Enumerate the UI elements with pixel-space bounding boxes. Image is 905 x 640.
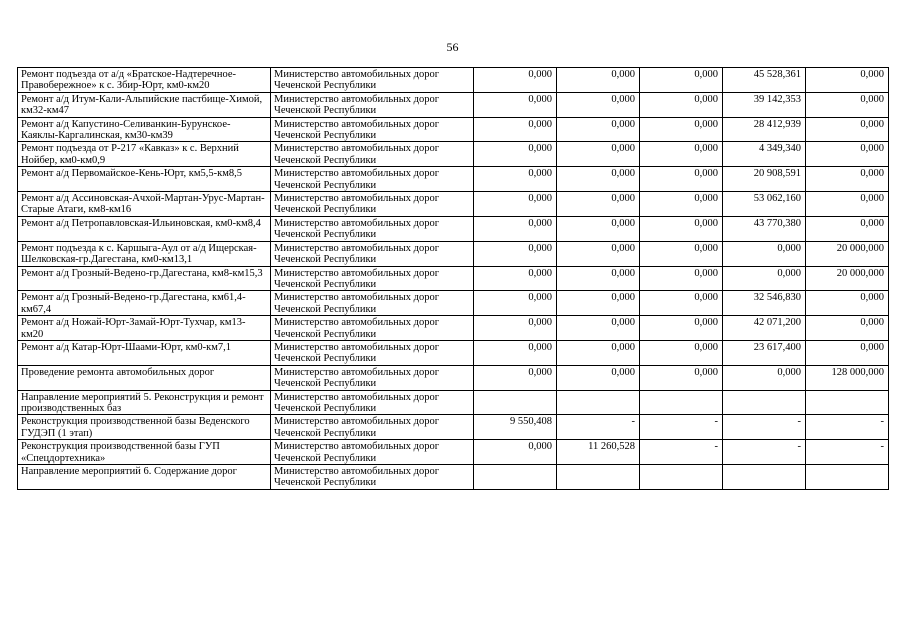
table-row <box>18 216 889 241</box>
table-row <box>18 241 889 266</box>
value-cell-5: 0,000 <box>806 340 889 365</box>
value-cell-4 <box>723 390 806 415</box>
table-row <box>18 415 889 440</box>
value-cell-1: 0,000 <box>474 68 557 93</box>
value-cell-2: 0,000 <box>557 216 640 241</box>
activity-name-cell: Ремонт а/д Грозный-Ведено-гр.Дагестана, км61,4-км67,4 <box>18 291 271 316</box>
activity-name-cell: Реконструкция производственной базы ГУП «Спецдортехника» <box>18 440 271 465</box>
table-body <box>18 68 889 490</box>
value-cell-1: 0,000 <box>474 316 557 341</box>
value-cell-2: 0,000 <box>557 167 640 192</box>
responsible-org-cell: Министерство автомобильных дорог Чеченской Республики <box>271 92 474 117</box>
value-cell-2: 0,000 <box>557 266 640 291</box>
value-cell-2: 0,000 <box>557 142 640 167</box>
value-cell-3: 0,000 <box>640 192 723 217</box>
responsible-org-cell: Министерство автомобильных дорог Чеченской Республики <box>271 291 474 316</box>
value-cell-1: 0,000 <box>474 167 557 192</box>
table-row <box>18 117 889 142</box>
activity-name-cell: Ремонт а/д Капустино-Селиванкин-Бурунское-Каяклы-Каргалинская, км30-км39 <box>18 117 271 142</box>
value-cell-5 <box>806 390 889 415</box>
value-cell-4: 23 617,400 <box>723 340 806 365</box>
budget-table <box>17 67 889 490</box>
page-number: 56 <box>446 40 459 54</box>
activity-name-cell: Проведение ремонта автомобильных дорог <box>18 365 271 390</box>
value-cell-1: 0,000 <box>474 241 557 266</box>
value-cell-4: 0,000 <box>723 365 806 390</box>
table-row <box>18 266 889 291</box>
value-cell-2: - <box>557 415 640 440</box>
value-cell-4: 45 528,361 <box>723 68 806 93</box>
value-cell-1: 0,000 <box>474 142 557 167</box>
activity-name-cell: Ремонт а/д Петропавловская-Ильиновская, км0-км8,4 <box>18 216 271 241</box>
table-row <box>18 390 889 415</box>
activity-name-cell: Ремонт подъезда к с. Каршыга-Аул от а/д Ищерская-Шелковская-гр.Дагестана, км0-км13,1 <box>18 241 271 266</box>
table-row <box>18 440 889 465</box>
value-cell-5: 0,000 <box>806 142 889 167</box>
value-cell-3: 0,000 <box>640 117 723 142</box>
value-cell-1: 0,000 <box>474 340 557 365</box>
activity-name-cell: Ремонт подъезда от а/д «Братское-Надтеречное-Правобережное» к с. Збир-Юрт, км0-км20 <box>18 68 271 93</box>
value-cell-2: 0,000 <box>557 192 640 217</box>
table-row <box>18 316 889 341</box>
responsible-org-cell: Министерство автомобильных дорог Чеченской Республики <box>271 365 474 390</box>
activity-name-cell: Ремонт а/д Ассиновская-Ачхой-Мартан-Урус-Мартан-Старые Атаги, км8-км16 <box>18 192 271 217</box>
table-row <box>18 167 889 192</box>
table-row <box>18 465 889 490</box>
value-cell-1 <box>474 465 557 490</box>
value-cell-5: 0,000 <box>806 291 889 316</box>
value-cell-4: 53 062,160 <box>723 192 806 217</box>
value-cell-1: 0,000 <box>474 117 557 142</box>
responsible-org-cell: Министерство автомобильных дорог Чеченской Республики <box>271 167 474 192</box>
table-row <box>18 365 889 390</box>
value-cell-4: - <box>723 415 806 440</box>
value-cell-1 <box>474 390 557 415</box>
value-cell-2 <box>557 465 640 490</box>
value-cell-3: 0,000 <box>640 142 723 167</box>
value-cell-2: 0,000 <box>557 316 640 341</box>
activity-name-cell: Ремонт а/д Итум-Кали-Альпийские пастбище-Химой, км32-км47 <box>18 92 271 117</box>
value-cell-4: 20 908,591 <box>723 167 806 192</box>
value-cell-1: 9 550,408 <box>474 415 557 440</box>
responsible-org-cell: Министерство автомобильных дорог Чеченской Республики <box>271 216 474 241</box>
value-cell-5: - <box>806 415 889 440</box>
activity-name-cell: Ремонт а/д Грозный-Ведено-гр.Дагестана, км8-км15,3 <box>18 266 271 291</box>
responsible-org-cell: Министерство автомобильных дорог Чеченской Республики <box>271 415 474 440</box>
value-cell-5: 0,000 <box>806 92 889 117</box>
activity-name-cell: Ремонт а/д Ножай-Юрт-Замай-Юрт-Тухчар, км13-км20 <box>18 316 271 341</box>
value-cell-5: 20 000,000 <box>806 241 889 266</box>
responsible-org-cell: Министерство автомобильных дорог Чеченской Республики <box>271 316 474 341</box>
value-cell-5: 128 000,000 <box>806 365 889 390</box>
value-cell-5: 0,000 <box>806 167 889 192</box>
responsible-org-cell: Министерство автомобильных дорог Чеченской Республики <box>271 266 474 291</box>
activity-name-cell: Реконструкция производственной базы Веденского ГУДЭП (1 этап) <box>18 415 271 440</box>
value-cell-1: 0,000 <box>474 440 557 465</box>
value-cell-4 <box>723 465 806 490</box>
value-cell-3: 0,000 <box>640 365 723 390</box>
activity-name-cell: Ремонт подъезда от Р-217 «Кавказ» к с. Верхний Нойбер, км0-км0,9 <box>18 142 271 167</box>
responsible-org-cell: Министерство автомобильных дорог Чеченской Республики <box>271 68 474 93</box>
value-cell-2: 0,000 <box>557 365 640 390</box>
value-cell-4: 43 770,380 <box>723 216 806 241</box>
table-row <box>18 340 889 365</box>
responsible-org-cell: Министерство автомобильных дорог Чеченской Республики <box>271 465 474 490</box>
value-cell-2: 0,000 <box>557 117 640 142</box>
value-cell-3 <box>640 390 723 415</box>
value-cell-3: - <box>640 415 723 440</box>
value-cell-4: 0,000 <box>723 241 806 266</box>
responsible-org-cell: Министерство автомобильных дорог Чеченской Республики <box>271 117 474 142</box>
value-cell-4: 28 412,939 <box>723 117 806 142</box>
value-cell-2: 0,000 <box>557 92 640 117</box>
value-cell-3: 0,000 <box>640 167 723 192</box>
value-cell-4: 32 546,830 <box>723 291 806 316</box>
value-cell-3: 0,000 <box>640 68 723 93</box>
activity-name-cell: Направление мероприятий 5. Реконструкция и ремонт производственных баз <box>18 390 271 415</box>
value-cell-3: - <box>640 440 723 465</box>
responsible-org-cell: Министерство автомобильных дорог Чеченской Республики <box>271 390 474 415</box>
table-row <box>18 192 889 217</box>
table-row <box>18 291 889 316</box>
responsible-org-cell: Министерство автомобильных дорог Чеченской Республики <box>271 142 474 167</box>
value-cell-2: 11 260,528 <box>557 440 640 465</box>
value-cell-1: 0,000 <box>474 365 557 390</box>
table-row <box>18 68 889 93</box>
value-cell-3: 0,000 <box>640 316 723 341</box>
value-cell-5: 0,000 <box>806 316 889 341</box>
table-row <box>18 142 889 167</box>
responsible-org-cell: Министерство автомобильных дорог Чеченской Республики <box>271 241 474 266</box>
value-cell-1: 0,000 <box>474 266 557 291</box>
value-cell-5: 20 000,000 <box>806 266 889 291</box>
value-cell-2: 0,000 <box>557 68 640 93</box>
value-cell-3: 0,000 <box>640 216 723 241</box>
responsible-org-cell: Министерство автомобильных дорог Чеченской Республики <box>271 340 474 365</box>
value-cell-4: 42 071,200 <box>723 316 806 341</box>
value-cell-5: 0,000 <box>806 192 889 217</box>
responsible-org-cell: Министерство автомобильных дорог Чеченской Республики <box>271 192 474 217</box>
value-cell-4: 4 349,340 <box>723 142 806 167</box>
value-cell-3: 0,000 <box>640 291 723 316</box>
value-cell-1: 0,000 <box>474 216 557 241</box>
responsible-org-cell: Министерство автомобильных дорог Чеченской Республики <box>271 440 474 465</box>
value-cell-3: 0,000 <box>640 266 723 291</box>
value-cell-4: 0,000 <box>723 266 806 291</box>
value-cell-5: - <box>806 440 889 465</box>
value-cell-5: 0,000 <box>806 68 889 93</box>
value-cell-4: 39 142,353 <box>723 92 806 117</box>
table-row <box>18 92 889 117</box>
activity-name-cell: Ремонт а/д Катар-Юрт-Шаами-Юрт, км0-км7,1 <box>18 340 271 365</box>
value-cell-1: 0,000 <box>474 192 557 217</box>
value-cell-2 <box>557 390 640 415</box>
value-cell-3: 0,000 <box>640 241 723 266</box>
value-cell-1: 0,000 <box>474 92 557 117</box>
value-cell-2: 0,000 <box>557 340 640 365</box>
value-cell-2: 0,000 <box>557 291 640 316</box>
value-cell-1: 0,000 <box>474 291 557 316</box>
value-cell-2: 0,000 <box>557 241 640 266</box>
value-cell-5: 0,000 <box>806 216 889 241</box>
value-cell-3: 0,000 <box>640 340 723 365</box>
value-cell-4: - <box>723 440 806 465</box>
activity-name-cell: Ремонт а/д Первомайское-Кень-Юрт, км5,5-км8,5 <box>18 167 271 192</box>
value-cell-3: 0,000 <box>640 92 723 117</box>
value-cell-5: 0,000 <box>806 117 889 142</box>
value-cell-3 <box>640 465 723 490</box>
activity-name-cell: Направление мероприятий 6. Содержание дорог <box>18 465 271 490</box>
value-cell-5 <box>806 465 889 490</box>
